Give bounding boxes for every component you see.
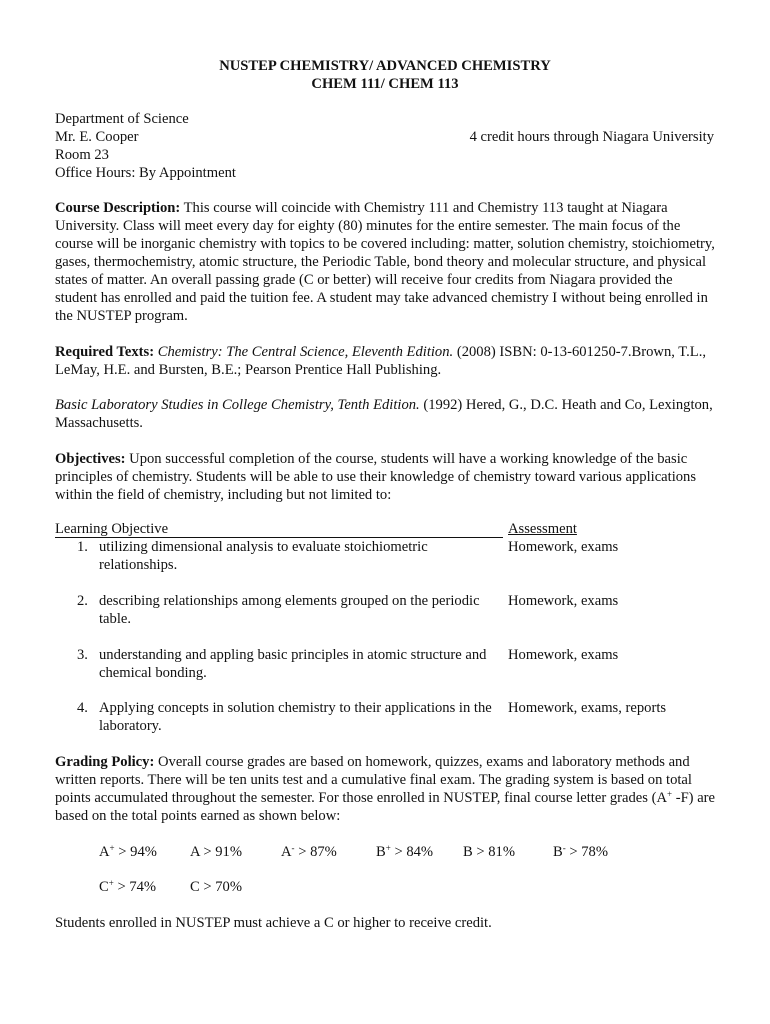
grade-b-plus: [376, 843, 433, 861]
grade-letter: A: [99, 844, 110, 860]
assessment-header: Assessment: [508, 521, 577, 537]
course-description-label: Course Description:: [55, 200, 181, 216]
office-hours: Office Hours: By Appointment: [55, 165, 236, 181]
grade-letter: C > 70%: [190, 879, 243, 895]
plus-superscript: +: [666, 789, 673, 799]
credit-hours: 4 credit hours through Niagara University: [469, 129, 714, 145]
grade-threshold: > 74%: [113, 879, 157, 895]
department: Department of Science: [55, 111, 189, 127]
grade-letter: A > 91%: [190, 844, 243, 860]
objective-text: Applying concepts in solution chemistry to their applications in the laboratory.: [99, 700, 492, 734]
grade-c: [190, 878, 242, 896]
grade-c-plus: [99, 878, 156, 896]
teacher-name: Mr. E. Cooper: [55, 129, 139, 145]
objectives-label: Objectives:: [55, 451, 126, 467]
grade-letter: B: [376, 844, 386, 860]
grade-threshold: > 78%: [565, 844, 609, 860]
grade-modifier: -: [562, 843, 566, 853]
grade-modifier: +: [108, 878, 114, 888]
grade-b: [463, 843, 515, 861]
objective-assessment: Homework, exams, reports: [508, 700, 667, 716]
objective-number: 4.: [77, 700, 88, 716]
objective-text: describing relationships among elements grouped on the periodic table.: [99, 593, 480, 627]
grade-modifier: +: [109, 843, 115, 853]
book2-title: Basic Laboratory Studies in College Chemistry, Tenth Edition.: [55, 397, 420, 413]
required-texts: [55, 343, 715, 379]
objectives-table-header: [55, 520, 715, 538]
grading-policy-label: Grading Policy:: [55, 754, 155, 770]
book1-details: (2008) ISBN: 0-13-601250-7.Brown, T.L., LeMay, H.E. and Bursten, B.E.; Pearson Prentice Hall Publishing.: [55, 344, 706, 378]
objective-number: 3.: [77, 647, 88, 663]
grading-policy: [55, 753, 715, 825]
nustep-requirement: Students enrolled in NUSTEP must achieve a C or higher to receive credit.: [55, 915, 492, 931]
learning-objective-header: Learning Objective: [55, 520, 503, 538]
document-title: [0, 57, 770, 93]
grade-letter: B: [553, 844, 563, 860]
book2-details: (1992) Hered, G., D.C. Heath and Co, Lexington, Massachusetts.: [55, 397, 713, 431]
objective-text: understanding and appling basic principles in atomic structure and chemical bonding.: [99, 647, 487, 681]
course-description-text: This course will coincide with Chemistry 111 and Chemistry 113 taught at Niagara University. Class will meet every day for eighty (80) minutes for the entire semester. The main focus of the course will be inorganic chemistry with topics to be covered including: matter, solution chemistry, stoichiometry, gases, thermochemistry, atomic structure, the Periodic Table, bond theory and molecular structure, and physical states of matter. An overall passing grade (C or better) will receive four credits from Niagara provided the student has enrolled and paid the tuition fee. A student may take advanced chemistry I without being enrolled in the NUSTEP program.: [55, 200, 715, 324]
grade-threshold: > 94%: [114, 844, 157, 860]
room: Room 23: [55, 147, 109, 163]
grade-letter: C: [99, 879, 109, 895]
objective-assessment: Homework, exams: [508, 647, 619, 663]
grade-a-minus: [281, 843, 337, 861]
grade-threshold: > 84%: [390, 844, 434, 860]
title-line-1: NUSTEP CHEMISTRY/ ADVANCED CHEMISTRY: [219, 58, 551, 74]
instructor-info: [55, 110, 715, 182]
objective-assessment: Homework, exams: [508, 593, 619, 609]
grade-letter: A: [281, 844, 292, 860]
grade-letter: B > 81%: [463, 844, 516, 860]
second-text: [55, 396, 715, 432]
required-texts-label: Required Texts:: [55, 344, 155, 360]
grading-policy-text: Overall course grades are based on homework, quizzes, exams and laboratory methods and written reports. There will be ten units test and a cumulative final exam. The grading system is based on total points accumulated throughout the semester. For those enrolled in NUSTEP, final course letter grades (A: [55, 754, 692, 806]
objectives-text: Upon successful completion of the course, students will have a working knowledge of the basic principles of chemistry. Students will be able to use their knowledge of chemistry toward various applications within the field of chemistry, including but not limited to:: [55, 451, 697, 503]
grade-a: [190, 843, 242, 861]
course-description: [55, 199, 715, 325]
title-line-2: CHEM 111/ CHEM 113: [311, 76, 459, 92]
grade-b-minus: [553, 843, 608, 861]
objectives: [55, 450, 715, 504]
book1-title: Chemistry: The Central Science, Eleventh Edition.: [154, 344, 454, 360]
objective-assessment: Homework, exams: [508, 539, 619, 555]
grading-policy-text-end: -F) are based on the total points earned as shown below:: [55, 790, 716, 824]
grade-threshold: > 87%: [294, 844, 337, 860]
objective-number: 2.: [77, 593, 88, 609]
grade-modifier: +: [385, 843, 391, 853]
grade-a-plus: [99, 843, 157, 861]
objective-text: utilizing dimensional analysis to evaluate stoichiometric relationships.: [99, 539, 428, 573]
objective-number: 1.: [77, 539, 88, 555]
grade-modifier: -: [291, 843, 295, 853]
